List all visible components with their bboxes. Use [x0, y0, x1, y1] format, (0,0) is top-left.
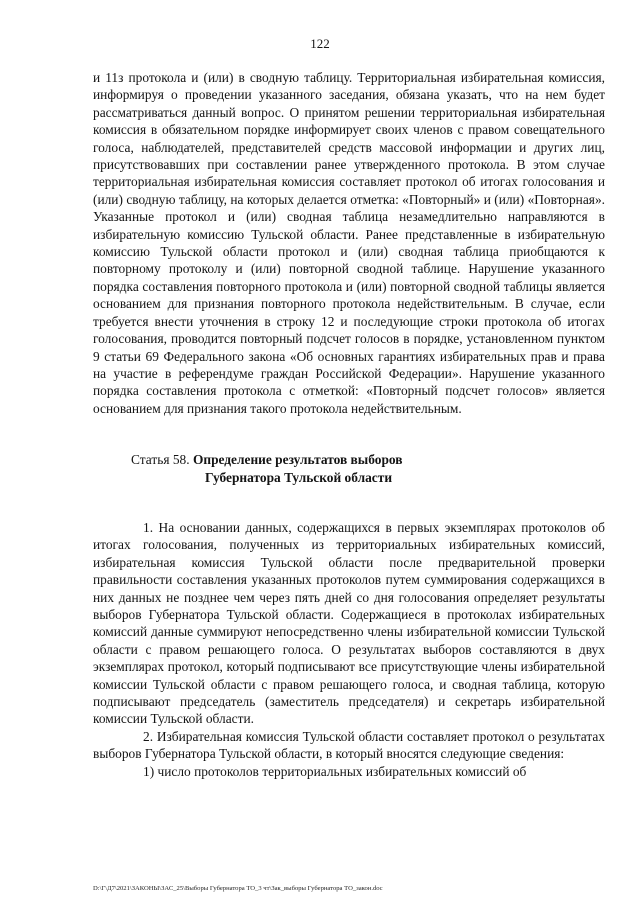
paragraph-item-1: 1. На основании данных, содержащихся в первых экземплярах протоколов об итогах голосования, полученных из территориальных избирательных комиссий, избирательная комиссия Тульской области после предварительной проверки правильности составления указанных протоколов путем суммирования содержащихся в них данных не позднее чем через пять дней со дня голосования определяет результаты выборов Губернатора Тульской области. Содержащиеся в протоколах избирательных комиссий данные суммируют непосредственно члены избирательной комиссии Тульской области с правом решающего голоса. О результатах выборов составляются в двух экземплярах протокол, который подписывают все присутствующие члены избирательной комиссии Тульской области с правом решающего голоса, и сводная таблица, которую подписывают председатель (заместитель председателя) и секретарь избирательной комиссии Тульской области. — [93, 519, 605, 727]
article-heading — [93, 451, 605, 486]
paragraph-continuation: и 11з протокола и (или) в сводную таблицу. Территориальная избирательная комиссия, информируя о проведении указанного заседания, обязана указать, что на нем будет рассматриваться данный вопрос. О принятом решении территориальная избирательная комиссия в обязательном порядке информирует своих членов с правом совещательного голоса, наблюдателей, представителей средств массовой информации и других лиц, присутствовавших при составлении ранее утвержденного протокола. В этом случае территориальная избирательная комиссия составляет протокол об итогах голосования и (или) сводную таблицу, на которых делается отметка: «Повторный» и (или) «Повторная». Указанные протокол и (или) сводная таблица незамедлительно направляются в избирательную комиссию Тульской области. Ранее представленные в избирательную комиссию Тульской области протокол и (или) сводная таблица приобщаются к повторному протоколу и (или) повторной сводной таблице. Нарушение указанного порядка составления повторного протокола и (или) повторной сводной таблицы является основанием для признания повторного протокола недействительным. В случае, если требуется внести уточнения в строку 12 и последующие строки протокола об итогах голосования, проводится повторный подсчет голосов в порядке, установленном пунктом 9 статьи 69 Федерального закона «Об основных гарантиях избирательных прав и права на участие в референдуме граждан Российской Федерации». Нарушение указанного порядка составления протокола с отметкой: «Повторный подсчет голосов» является основанием для признания такого протокола недействительным. — [93, 70, 605, 416]
article-number: Статья 58. — [131, 452, 190, 468]
paragraph-subitem-1: 1) число протоколов территориальных избирательных комиссий об — [143, 763, 527, 779]
article-title-line-2: Губернатора Тульской области — [205, 469, 393, 485]
file-path-footer: D:\Г\Д7\2021\ЗАКОНЫ\ЗАС_25\Выборы Губернатора ТО_3 чт\Зак_выборы Губернатора ТО_закон.doc — [93, 885, 383, 892]
article-title-line-1: Определение результатов выборов — [192, 452, 403, 468]
document-body — [93, 69, 605, 780]
page-number: 122 — [310, 36, 330, 51]
paragraph-item-2: 2. Избирательная комиссия Тульской области составляет протокол о результатах выборов Губернатора Тульской области, в который вносятся следующие сведения: — [93, 728, 605, 762]
